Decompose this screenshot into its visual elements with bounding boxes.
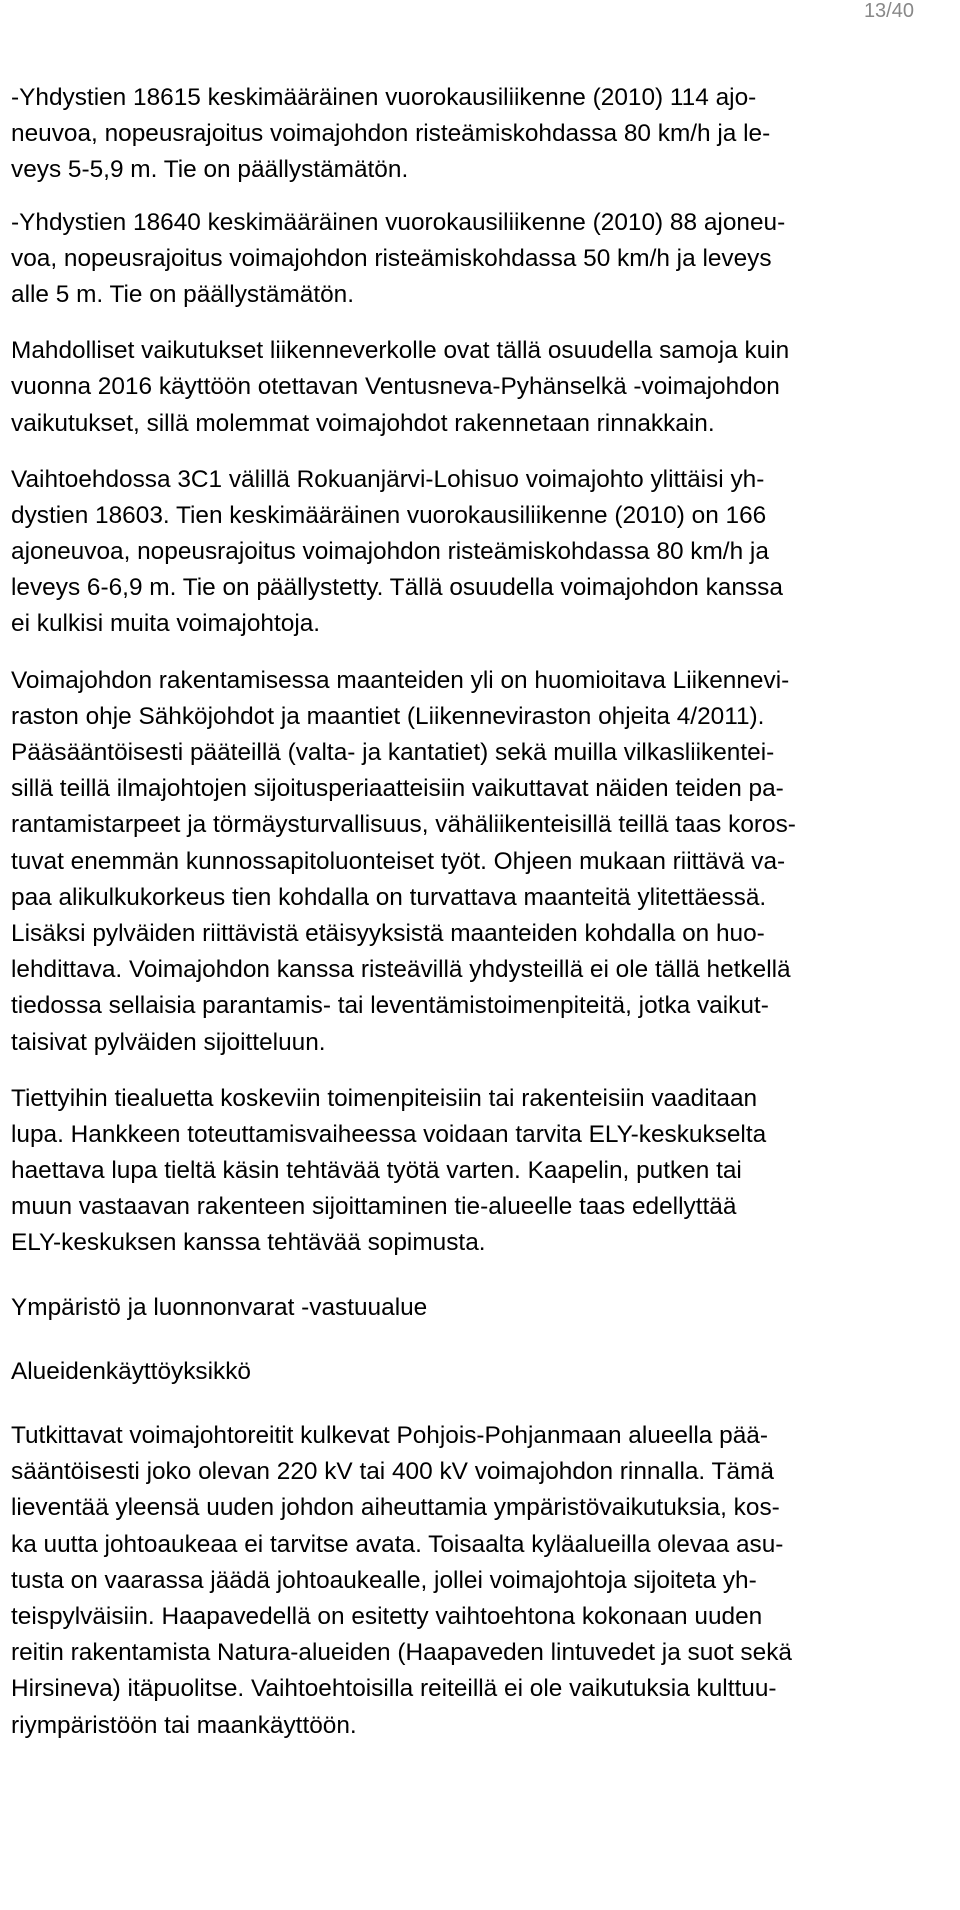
- text-line: tusta on vaarassa jäädä johtoaukealle, jollei voimajohtoja sijoiteta yh-: [11, 1566, 757, 1594]
- text-line: Tiettyihin tiealuetta koskeviin toimenpiteisiin tai rakenteisiin vaaditaan: [11, 1084, 758, 1112]
- text-line: -Yhdystien 18640 keskimääräinen vuorokausiliikenne (2010) 88 ajoneu-: [11, 208, 786, 236]
- heading-text: Ympäristö ja luonnonvarat -vastuualue: [11, 1293, 428, 1321]
- subsection-heading: [11, 1354, 941, 1390]
- text-line: neuvoa, nopeusrajoitus voimajohdon risteämiskohdassa 80 km/h ja le-: [11, 120, 771, 148]
- text-line: lupa. Hankkeen toteuttamisvaiheessa voidaan tarvita ELY-keskukselta: [11, 1120, 767, 1148]
- text-line: muun vastaavan rakenteen sijoittaminen tie-alueelle taas edellyttää: [11, 1193, 737, 1221]
- text-line: haettava lupa tieltä käsin tehtävää työtä varten. Kaapelin, putken tai: [11, 1157, 742, 1185]
- text-line: Hirsineva) itäpuolitse. Vaihtoehtoisilla reiteillä ei ole vaikutuksia kulttuu-: [11, 1675, 777, 1703]
- text-line: sillä teillä ilmajohtojen sijoitusperiaatteisiin vaikuttavat näiden teiden pa-: [11, 775, 784, 803]
- text-line: lieventää yleensä uuden johdon aiheuttamia ympäristövaikutuksia, kos-: [11, 1494, 780, 1522]
- text-line: taisivat pylväiden sijoitteluun.: [11, 1028, 326, 1056]
- paragraph-permits: [11, 1081, 941, 1262]
- text-line: paa alikulkukorkeus tien kohdalla on turvattava maanteitä ylitettäessä.: [11, 883, 767, 911]
- text-line: vaikutukset, sillä molemmat voimajohdot rakennetaan rinnakkain.: [11, 409, 715, 437]
- text-line: leveys 6-6,9 m. Tie on päällystetty. Tällä osuudella voimajohdon kanssa: [11, 574, 783, 602]
- document-body: [11, 80, 941, 1744]
- text-line: voa, nopeusrajoitus voimajohdon risteämiskohdassa 50 km/h ja leveys: [11, 244, 772, 272]
- text-line: alle 5 m. Tie on päällystämätön.: [11, 280, 355, 308]
- text-line: Vaihtoehdossa 3C1 välillä Rokuanjärvi-Lohisuo voimajohto ylittäisi yh-: [11, 465, 765, 493]
- text-line: riympäristöön tai maankäyttöön.: [11, 1711, 357, 1739]
- text-line: ELY-keskuksen kanssa tehtävää sopimusta.: [11, 1229, 486, 1257]
- text-line: ka uutta johtoaukeaa ei tarvitse avata. Toisaalta kyläalueilla olevaa asu-: [11, 1530, 784, 1558]
- text-line: lehdittava. Voimajohdon kanssa risteävillä yhdysteillä ei ole tällä hetkellä: [11, 956, 791, 984]
- text-line: Lisäksi pylväiden riittävistä etäisyyksistä maanteiden kohdalla on huo-: [11, 919, 765, 947]
- paragraph-road-crossing-guidelines: [11, 663, 941, 1061]
- text-line: rantamistarpeet ja törmäysturvallisuus, vähäliikenteisillä teillä taas koros-: [11, 811, 796, 839]
- text-line: -Yhdystien 18615 keskimääräinen vuorokausiliikenne (2010) 114 ajo-: [11, 84, 757, 111]
- heading-text: Alueidenkäyttöyksikkö: [11, 1357, 251, 1385]
- section-heading: [11, 1290, 941, 1326]
- paragraph-land-use: [11, 1418, 941, 1744]
- paragraph-traffic-impacts: [11, 333, 941, 442]
- text-line: Mahdolliset vaikutukset liikenneverkolle ovat tällä osuudella samoja kuin: [11, 337, 790, 365]
- paragraph-road-18615: [11, 80, 941, 189]
- text-line: Pääsääntöisesti pääteillä (valta- ja kantatiet) sekä muilla vilkasliikentei-: [11, 739, 775, 766]
- text-line: Tutkittavat voimajohtoreitit kulkevat Pohjois-Pohjanmaan alueella pää-: [11, 1422, 768, 1449]
- text-line: tiedossa sellaisia parantamis- tai leventämistoimenpiteitä, jotka vaikut-: [11, 992, 769, 1020]
- text-line: reitin rakentamista Natura-alueiden (Haapaveden lintuvedet ja suot sekä: [11, 1639, 792, 1667]
- text-line: dystien 18603. Tien keskimääräinen vuorokausiliikenne (2010) on 166: [11, 501, 767, 529]
- text-line: veys 5-5,9 m. Tie on päällystämätön.: [11, 156, 409, 184]
- page-number: 13/40: [863, 0, 914, 22]
- paragraph-alternative-3c1: [11, 462, 941, 643]
- text-line: vuonna 2016 käyttöön otettavan Ventusneva-Pyhänselkä -voimajohdon: [11, 373, 780, 401]
- text-line: teispylväisiin. Haapavedellä on esitetty vaihtoehtona kokonaan uuden: [11, 1602, 763, 1630]
- text-line: sääntöisesti joko olevan 220 kV tai 400 kV voimajohdon rinnalla. Tämä: [11, 1458, 774, 1486]
- text-line: tuvat enemmän kunnossapitoluonteiset työt. Ohjeen mukaan riittävä va-: [11, 847, 786, 875]
- text-line: raston ohje Sähköjohdot ja maantiet (Liikenneviraston ohjeita 4/2011).: [11, 702, 765, 730]
- text-line: ajoneuvoa, nopeusrajoitus voimajohdon risteämiskohdassa 80 km/h ja: [11, 538, 769, 566]
- text-line: ei kulkisi muita voimajohtoja.: [11, 610, 321, 638]
- text-line: Voimajohdon rakentamisessa maanteiden yli on huomioitava Liikennevi-: [11, 666, 790, 694]
- paragraph-road-18640: [11, 205, 941, 314]
